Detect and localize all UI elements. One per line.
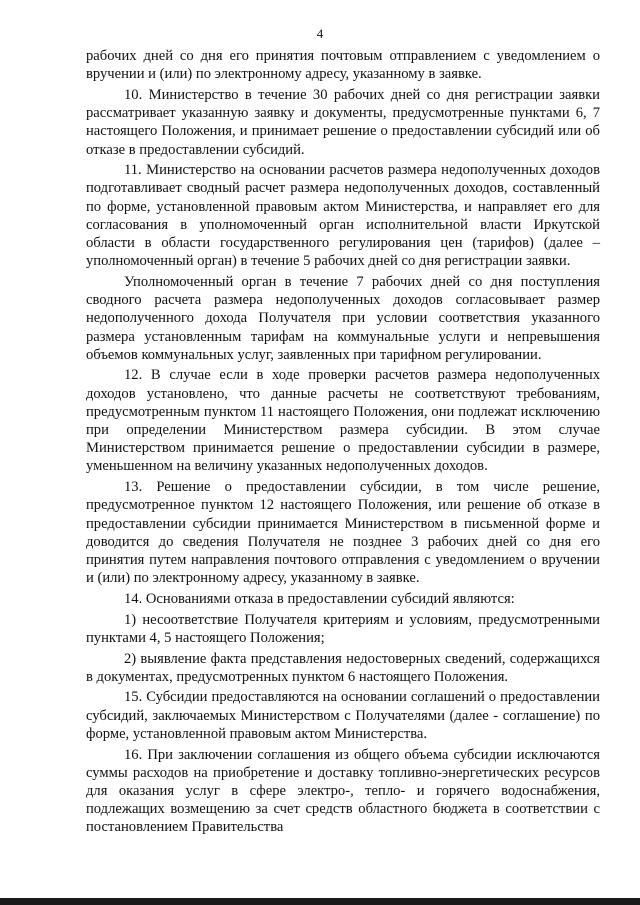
paragraph-14: 14. Основаниями отказа в предоставлении субсидий являются: (124, 590, 515, 607)
paragraph-11: 11. Министерство на основании расчетов размера недополученных доходов подготавливает сводный расчет размера недополученных доходов, составленный по форме, установленной правовым актом Министерства, и направляет его для согласования в уполномоченный орган исполнительной власти Иркутской области в области государственного регулирования цен (тарифов) (далее – уполномоченный орган) в течение 5 рабочих дней со дня регистрации заявки. (86, 162, 600, 270)
paragraph-13: 13. Решение о предоставлении субсидии, в том числе решение, предусмотренное пунктом 12 настоящего Положения, или решение об отказе в предоставлении субсидии принимается Министерством в письменной форме и доводится до сведения Получателя не позднее 3 рабочих дней со дня его принятия путем направления почтового отправления с уведомлением о вручении и (или) по электронному адресу, указанному в заявке. (86, 479, 600, 587)
paragraph-15: 15. Субсидии предоставляются на основании соглашений о предоставлении субсидий, заключаемых Министерством с Получателями (далее - соглашение) по форме, установленной правовым актом Министерства. (86, 689, 600, 742)
page-number: 4 (316, 26, 324, 41)
paragraph-14-item-1: 1) несоответствие Получателя критериям и условиям, предусмотренными пунктами 4, 5 настоящего Положения; (86, 611, 600, 646)
paragraph-14-item-2: 2) выявление факта представления недостоверных сведений, содержащихся в документах, предусмотренных пунктом 6 настоящего Положения. (86, 650, 600, 685)
paragraph-11-authorized-body: Уполномоченный орган в течение 7 рабочих дней со дня поступления сводного расчета размера недополученных доходов согласовывает размер недополученного дохода Получателя при условии соответствия указанного размера установленным тарифам на коммунальные услуги и непревышения объемов коммунальных услуг, заявленных при тарифном регулировании. (86, 273, 600, 363)
paragraph-10: 10. Министерство в течение 30 рабочих дней со дня регистрации заявки рассматривает указанную заявку и документы, предусмотренные пунктами 6, 7 настоящего Положения, и принимает решение о предоставлении субсидий или об отказе в предоставлении субсидий. (86, 86, 600, 158)
paragraph-16: 16. При заключении соглашения из общего объема субсидии исключаются суммы расходов на приобретение и доставку топливно-энергетических ресурсов для оказания услуг в сфере электро-, тепло- и горячего водоснабжения, подлежащих возмещению за счет средств областного бюджета в соответствии с постановлением Правительства (86, 746, 600, 836)
scan-bottom-edge (0, 898, 640, 905)
paragraph-continuation: рабочих дней со дня его принятия почтовым отправлением с уведомлением о вручении и (или) по электронному адресу, указанному в заявке. (86, 48, 600, 83)
paragraph-12: 12. В случае если в ходе проверки расчетов размера недополученных доходов установлено, что данные расчеты не соответствуют требованиям, предусмотренным пунктом 11 настоящего Положения, они подлежат исключению при определении Министерством размера субсидии. В этом случае Министерством принимается решение о предоставлении субсидии в размере, уменьшенном на величину указанных недополученных доходов. (86, 367, 600, 475)
document-body (86, 47, 600, 839)
